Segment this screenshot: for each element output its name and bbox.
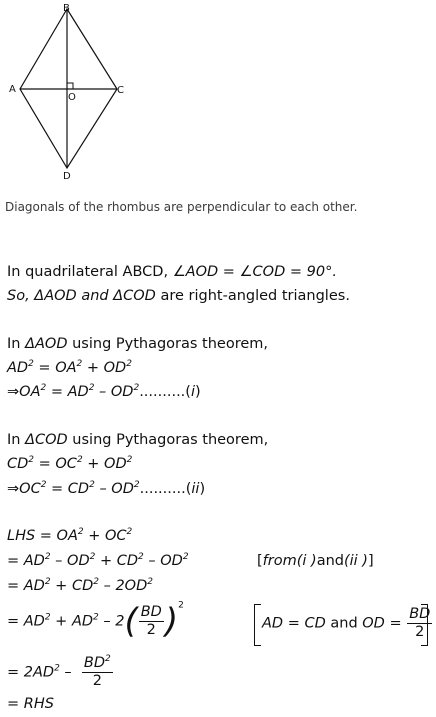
fraction-bd2-over-2: $\frac{BD^2}{2}$ bbox=[83, 654, 111, 689]
part1-intro bbox=[7, 336, 268, 352]
given-line-2 bbox=[7, 288, 350, 304]
left-paren: ( bbox=[124, 601, 138, 642]
given-rest: are right-angled triangles. bbox=[155, 288, 350, 304]
part2-triangle: ΔCOD bbox=[25, 432, 68, 448]
proof-step-2-reference: [from(i )and(ii )] bbox=[257, 553, 374, 569]
part2-intro-post: using Pythagoras theorem, bbox=[67, 432, 269, 448]
given-prefix: In quadrilateral ABCD, bbox=[7, 264, 173, 280]
part2-equation-1: $CD^2 = OC^2 + OD^2$ bbox=[7, 455, 133, 472]
given-angles: ∠AOD = ∠COD = 90°. bbox=[172, 264, 337, 280]
vertex-label-b: B bbox=[63, 3, 70, 14]
figure-caption: Diagonals of the rhombus are perpendicular to each other. bbox=[5, 200, 358, 214]
vertex-label-d: D bbox=[63, 171, 71, 182]
given-so: So, ΔAOD and ΔCOD bbox=[7, 288, 156, 304]
reference-bracket-left bbox=[254, 604, 261, 646]
proof-step-5: = $2AD^2$ – $\frac{BD^2}{2}$ bbox=[7, 654, 111, 689]
reference-bracket-right bbox=[421, 604, 428, 646]
part2-intro-pre: In bbox=[7, 432, 26, 448]
part1-equation-1: $AD^2 = OA^2 + OD^2$ bbox=[7, 359, 132, 376]
vertex-label-a: A bbox=[9, 84, 16, 95]
proof-step-4: = $AD^2 + AD^2 - 2$( $\frac{BD}{2}$ )$^2$ bbox=[7, 600, 184, 642]
part1-intro-post: using Pythagoras theorem, bbox=[67, 336, 269, 352]
given-line-1 bbox=[7, 264, 337, 280]
part2-equation-2: $\Rightarrow OC^2 = CD^2 - OD^2..........(ii)$ bbox=[7, 480, 206, 497]
right-angle-mark bbox=[67, 83, 73, 89]
proof-step-4-reference: AD = CD and OD = $\frac{BD}{2}$ bbox=[262, 606, 431, 640]
part1-equation-2: $\Rightarrow OA^2 = AD^2 - OD^2..........(i)$ bbox=[7, 383, 201, 400]
part1-triangle: ΔAOD bbox=[25, 336, 68, 352]
vertex-label-o: O bbox=[68, 92, 76, 103]
proof-lhs: LHS = $OA^2 + OC^2$ bbox=[7, 527, 133, 544]
fraction-bd-over-2-ref: $\frac{BD}{2}$ bbox=[409, 606, 431, 640]
right-paren: ) bbox=[164, 601, 179, 642]
proof-conclusion: = RHS bbox=[7, 696, 54, 712]
part1-intro-pre: In bbox=[7, 336, 26, 352]
rhombus-diagram bbox=[0, 0, 150, 185]
proof-step-2: = $AD^2 - OD^2 + CD^2 - OD^2$ bbox=[7, 552, 189, 569]
proof-step-3: = $AD^2 + CD^2 - 2OD^2$ bbox=[7, 577, 153, 594]
vertex-label-c: C bbox=[117, 85, 124, 96]
part2-intro bbox=[7, 432, 268, 448]
fraction-bd-over-2: $\frac{BD}{2}$ bbox=[140, 604, 162, 638]
